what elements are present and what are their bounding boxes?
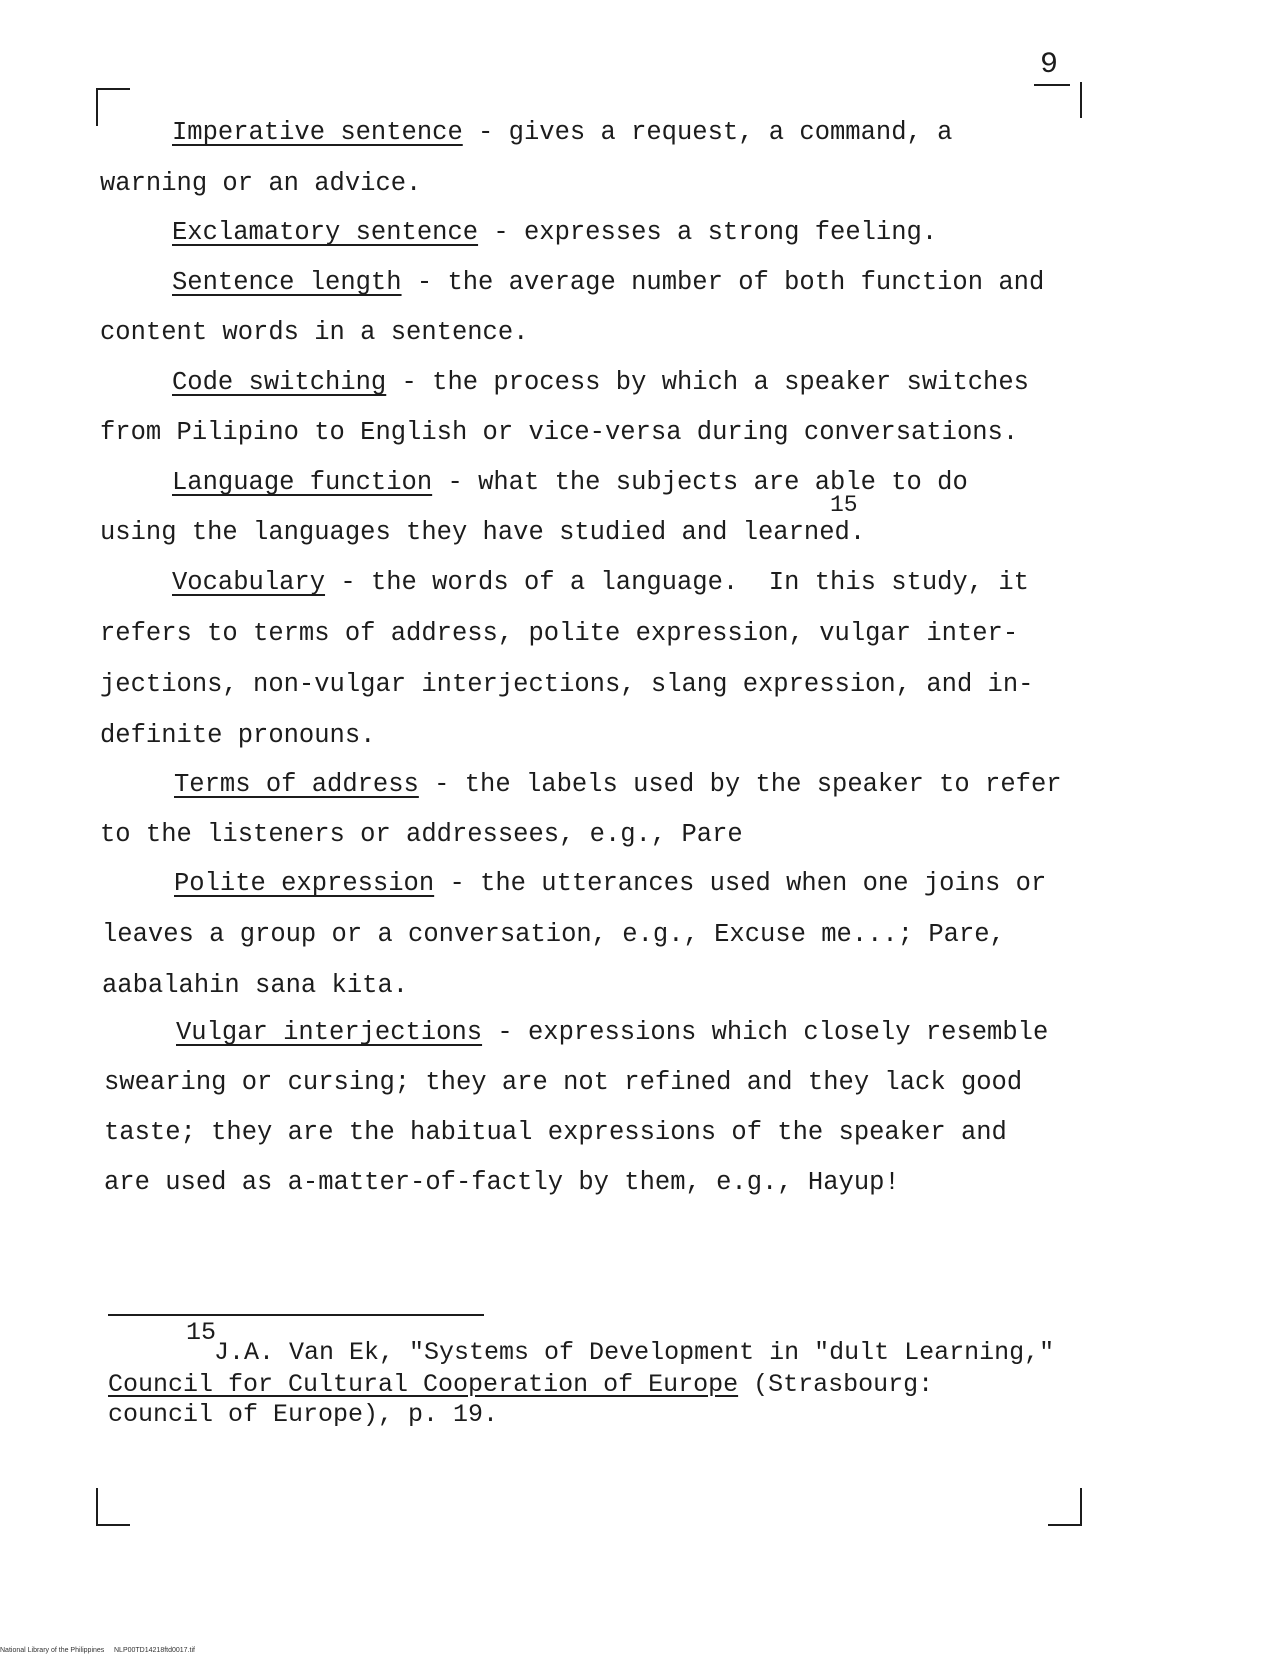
definition-vulgar-interjections bbox=[176, 1018, 1048, 1047]
definition-line: from Pilipino to English or vice-versa during conversations. bbox=[100, 418, 1019, 447]
definition-line: jections, non-vulgar interjections, slang expression, and in- bbox=[100, 670, 1034, 699]
definition-text: - expresses a strong feeling. bbox=[478, 218, 938, 247]
term-label: Sentence length bbox=[172, 268, 402, 297]
term-label: Vocabulary bbox=[172, 568, 326, 597]
definition-line: leaves a group or a conversation, e.g., Excuse me...; Pare, bbox=[102, 920, 1005, 949]
definition-line: definite pronouns. bbox=[100, 721, 376, 750]
footnote-number: 15 bbox=[186, 1318, 217, 1347]
term-label: Code switching bbox=[172, 368, 387, 397]
definition-line: taste; they are the habitual expressions of the speaker and bbox=[104, 1118, 1007, 1147]
footnote-divider bbox=[108, 1314, 484, 1316]
definition-line: refers to terms of address, polite expression, vulgar inter- bbox=[100, 619, 1019, 648]
footnote-source-title: Council for Cultural Cooperation of Europe bbox=[108, 1370, 739, 1399]
definition-line: to the listeners or addressees, e.g., Pare bbox=[100, 820, 743, 849]
scan-footer: National Library of the Philippines NLP00TD14218ftd0017.tif bbox=[0, 1647, 195, 1654]
footnote-line bbox=[108, 1370, 933, 1399]
page-number: 9 bbox=[1040, 48, 1059, 82]
crop-mark-bottom-left bbox=[96, 1488, 130, 1526]
term-label: Vulgar interjections bbox=[176, 1018, 483, 1047]
definition-text: - the words of a language. In this study, it bbox=[325, 568, 1029, 597]
definition-text: - gives a request, a command, a bbox=[462, 118, 953, 147]
definition-line: aabalahin sana kita. bbox=[102, 971, 409, 1000]
definition-imperative bbox=[172, 118, 952, 147]
definition-terms-of-address bbox=[174, 770, 1062, 799]
footnote-text: (Strasbourg: bbox=[738, 1370, 934, 1399]
definition-line: using the languages they have studied and learned. bbox=[100, 518, 866, 547]
footnote-marker: 15 bbox=[830, 492, 858, 518]
footnote-line: J.A. Van Ek, "Systems of Development in "dult Learning," bbox=[214, 1338, 1055, 1367]
crop-mark-top-left bbox=[96, 88, 130, 126]
definition-line: are used as a-matter-of-factly by them, e.g., Hayup! bbox=[104, 1168, 900, 1197]
definition-line: content words in a sentence. bbox=[100, 318, 529, 347]
crop-mark-bottom-right bbox=[1048, 1488, 1082, 1526]
definition-text: - the utterances used when one joins or bbox=[434, 869, 1047, 898]
term-label: Polite expression bbox=[174, 869, 435, 898]
term-label: Imperative sentence bbox=[172, 118, 463, 147]
term-label: Exclamatory sentence bbox=[172, 218, 479, 247]
definition-code-switching bbox=[172, 368, 1029, 397]
term-label: Terms of address bbox=[174, 770, 419, 799]
crop-mark-top-right bbox=[1050, 82, 1082, 118]
term-label: Language function bbox=[172, 468, 433, 497]
definition-vocabulary bbox=[172, 568, 1029, 597]
definition-text: - what the subjects are able to do bbox=[432, 468, 968, 497]
definition-text: - the average number of both function and bbox=[401, 268, 1045, 297]
definition-line: warning or an advice. bbox=[100, 169, 422, 198]
definition-polite-expression bbox=[174, 869, 1046, 898]
definition-sentence-length bbox=[172, 268, 1044, 297]
definition-text: - the labels used by the speaker to refer bbox=[418, 770, 1062, 799]
footnote-line: council of Europe), p. 19. bbox=[108, 1400, 499, 1429]
definition-text: - expressions which closely resemble bbox=[482, 1018, 1049, 1047]
definition-exclamatory bbox=[172, 218, 937, 247]
definition-text: - the process by which a speaker switches bbox=[386, 368, 1029, 397]
definition-line: swearing or cursing; they are not refined and they lack good bbox=[104, 1068, 1023, 1097]
